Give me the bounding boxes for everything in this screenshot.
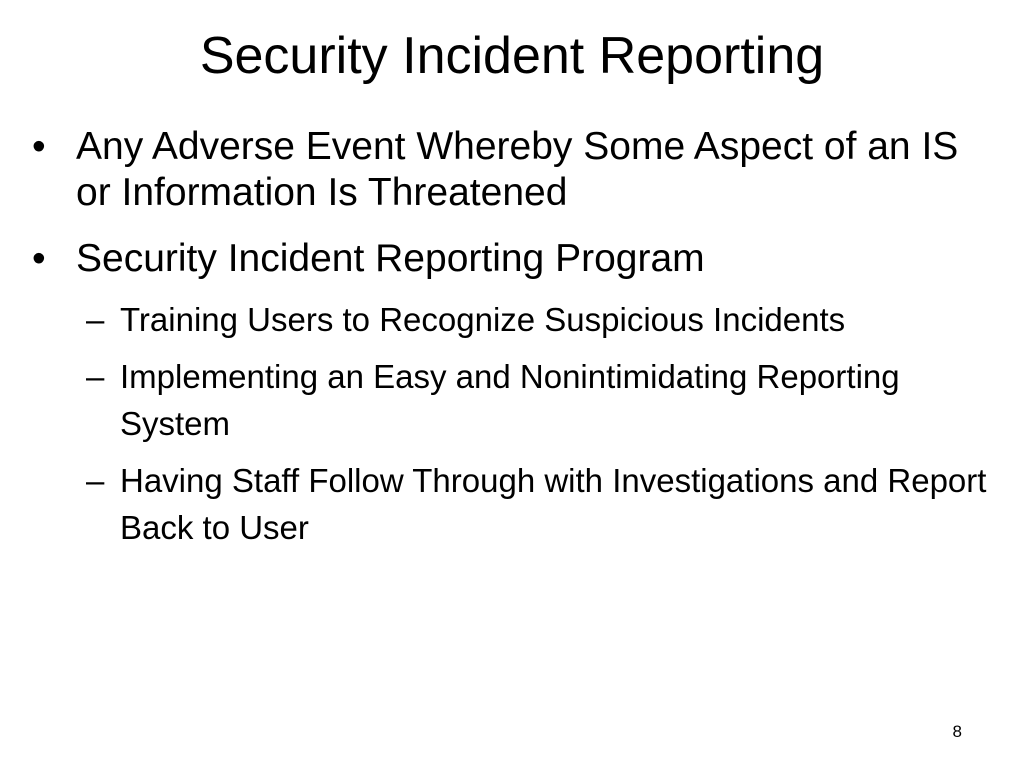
page-number: 8	[952, 722, 962, 741]
slide-title: Security Incident Reporting	[199, 27, 825, 85]
bullet-text: Any Adverse Event Whereby Some Aspect of an IS or Information Is Threatened	[76, 125, 959, 214]
slide-content	[30, 124, 1000, 561]
sub-bullet-text: Implementing an Easy and Nonintimidating Reporting System	[120, 358, 900, 442]
bullet-item	[30, 124, 1000, 216]
sub-bullet-text: Having Staff Follow Through with Investigations and Report Back to User	[120, 462, 987, 546]
bullet-text: Security Incident Reporting Program	[76, 237, 705, 280]
sub-bullet-marker: –	[86, 301, 105, 338]
sub-bullet-list	[30, 296, 1000, 551]
bullet-marker: •	[32, 125, 46, 168]
bullet-item	[30, 236, 1000, 282]
sub-bullet-item	[30, 353, 1000, 447]
sub-bullet-item	[30, 296, 1000, 343]
sub-bullet-marker: –	[86, 462, 105, 499]
bullet-marker: •	[32, 237, 46, 280]
sub-bullet-marker: –	[86, 358, 105, 395]
sub-bullet-text: Training Users to Recognize Suspicious Incidents	[120, 301, 846, 338]
sub-bullet-item	[30, 457, 1000, 551]
